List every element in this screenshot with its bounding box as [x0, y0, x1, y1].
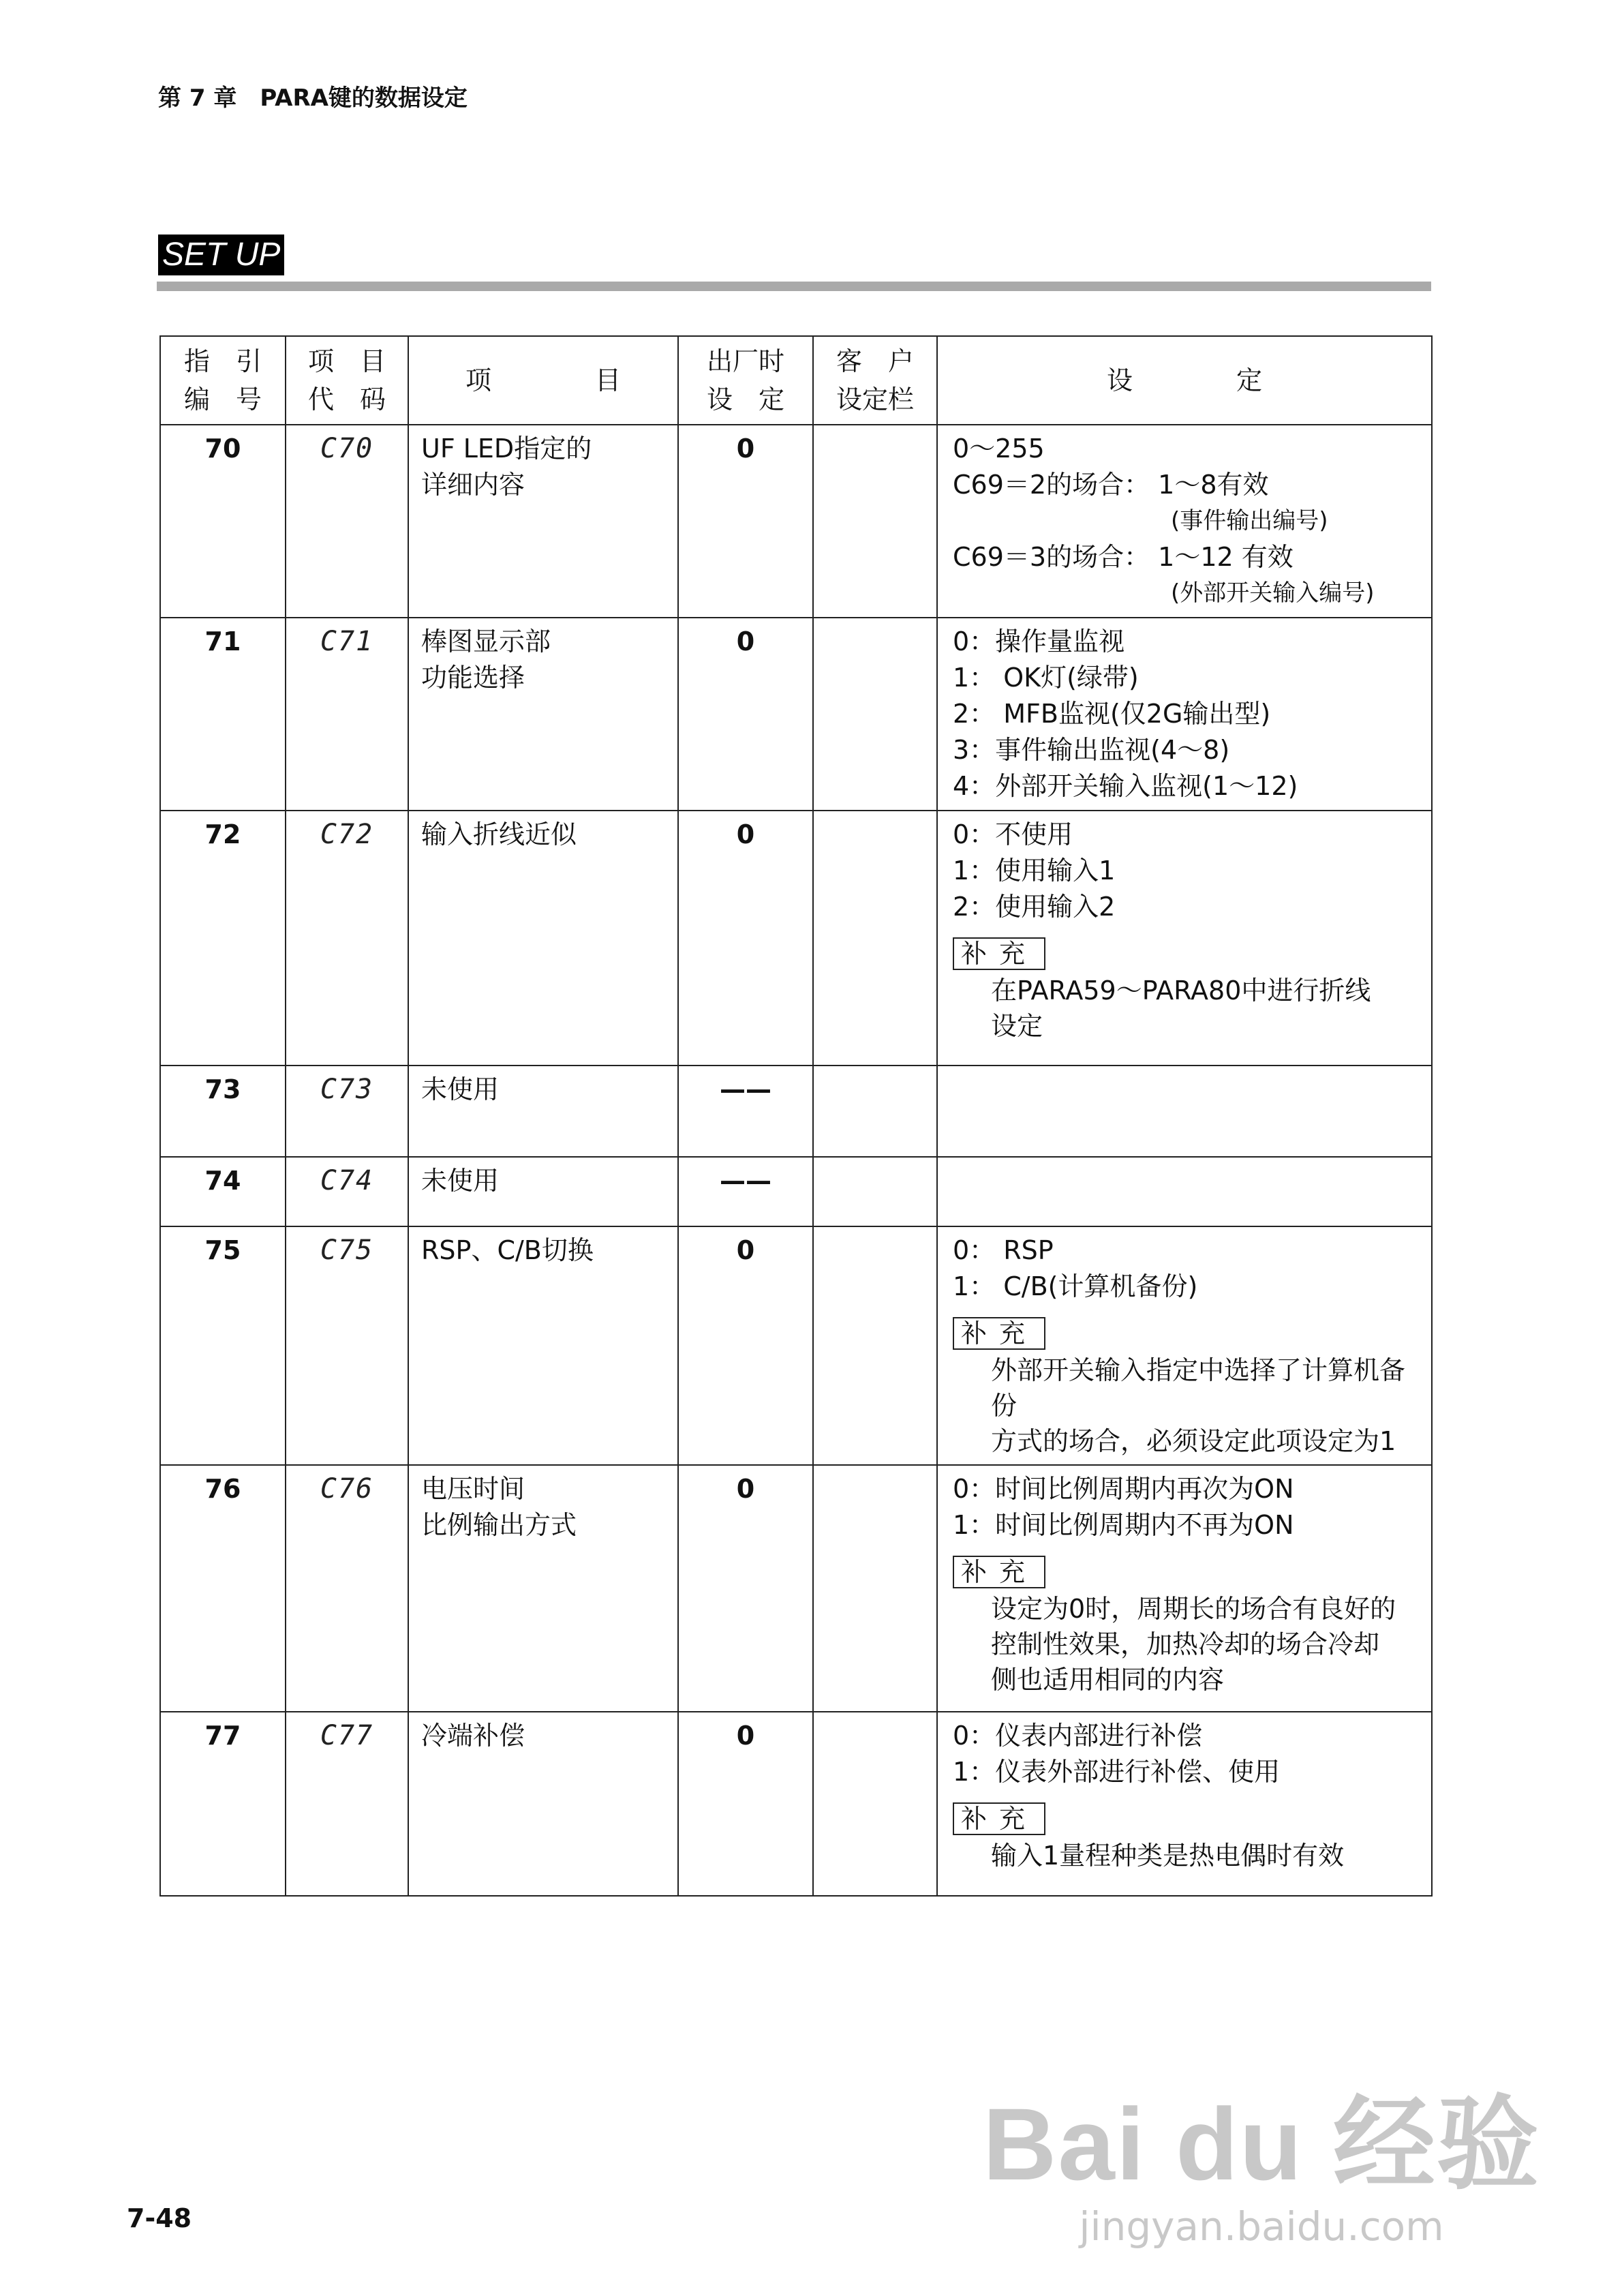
watermark-url: jingyan.baidu.com: [1079, 2203, 1444, 2250]
row-setting: [937, 811, 1432, 1066]
header-factory-setting: 出厂时 设 定: [678, 336, 813, 425]
row-factory-setting: 0: [678, 425, 813, 618]
setting-line: 1： C/B(计算机备份): [953, 1271, 1198, 1301]
supplement-text: 设定为0时，周期长的场合有良好的: [991, 1594, 1396, 1624]
setting-line: 0：操作量监视: [953, 626, 1125, 656]
setting-line: 0： RSP: [953, 1235, 1054, 1265]
page-number: 7-48: [127, 2203, 192, 2233]
row-setting: [937, 1712, 1432, 1896]
row-factory-setting: 0: [678, 1712, 813, 1896]
supplement-text: 在PARA59～PARA80中进行折线: [991, 976, 1371, 1006]
setting-line: 1：使用输入1: [953, 856, 1116, 886]
row-customer-setting: [813, 1712, 937, 1896]
row-item-code: C70: [286, 425, 408, 618]
setting-line: C69＝3的场合： 1～12 有效: [953, 542, 1294, 572]
row-factory-setting: ——: [678, 1066, 813, 1157]
row-customer-setting: [813, 1066, 937, 1157]
setting-line: 0：仪表内部进行补偿: [953, 1721, 1203, 1751]
item-name-line: 功能选择: [421, 663, 525, 693]
row-item-code: C77: [286, 1712, 408, 1896]
row-item-name: [408, 425, 678, 618]
setting-line: 1：时间比例周期内不再为ON: [953, 1510, 1294, 1540]
row-customer-setting: [813, 811, 937, 1066]
row-index-no: 77: [160, 1712, 286, 1896]
supplement-text: 外部开关输入指定中选择了计算机备份: [991, 1355, 1406, 1421]
table-header-row: [160, 336, 1432, 425]
table-body: [160, 425, 1432, 1896]
row-setting: [937, 1465, 1432, 1712]
row-index-no: 76: [160, 1465, 286, 1712]
row-index-no: 72: [160, 811, 286, 1066]
row-index-no: 70: [160, 425, 286, 618]
item-name-line: 电压时间: [421, 1474, 525, 1504]
row-item-code: C75: [286, 1226, 408, 1465]
table-row: [160, 1066, 1432, 1157]
table-row: [160, 1465, 1432, 1712]
row-item-name: [408, 1465, 678, 1712]
item-name-line: 未使用: [421, 1074, 500, 1104]
row-item-name: [408, 1157, 678, 1226]
setting-line: 0～255: [953, 434, 1045, 464]
supplement-label: 补充: [953, 937, 1045, 970]
supplement-label: 补充: [953, 1556, 1045, 1588]
item-name-line: 比例输出方式: [421, 1510, 577, 1540]
row-item-name: [408, 811, 678, 1066]
row-item-code: C71: [286, 618, 408, 811]
row-setting: [937, 425, 1432, 618]
setting-line: 0：不使用: [953, 819, 1073, 849]
row-index-no: 71: [160, 618, 286, 811]
table-row: [160, 811, 1432, 1066]
setting-line: 2： MFB监视(仅2G输出型): [953, 699, 1271, 729]
chapter-header: 第 7 章 PARA键的数据设定: [158, 85, 468, 112]
item-name-line: 输入折线近似: [421, 819, 577, 849]
row-setting: [937, 1157, 1432, 1226]
setting-line: C69＝2的场合： 1～8有效: [953, 470, 1269, 500]
header-index-no: 指 引 编 号: [160, 336, 286, 425]
row-factory-setting: 0: [678, 618, 813, 811]
table-row: [160, 1226, 1432, 1465]
row-customer-setting: [813, 1226, 937, 1465]
setting-line: 0：时间比例周期内再次为ON: [953, 1474, 1294, 1504]
watermark-logo: Bai du 经验: [982, 2087, 1540, 2201]
header-item: 项 目: [408, 336, 678, 425]
supplement-text: 控制性效果，加热冷却的场合冷却: [991, 1629, 1380, 1659]
row-customer-setting: [813, 1465, 937, 1712]
row-index-no: 73: [160, 1066, 286, 1157]
table-row: [160, 618, 1432, 811]
setting-line: 2：使用输入2: [953, 892, 1116, 922]
setting-line: (事件输出编号): [1171, 507, 1328, 534]
supplement-text: 输入1量程种类是热电偶时有效: [991, 1841, 1345, 1871]
row-item-code: C73: [286, 1066, 408, 1157]
table-row: [160, 425, 1432, 618]
setting-line: 4：外部开关输入监视(1～12): [953, 771, 1298, 801]
row-factory-setting: 0: [678, 811, 813, 1066]
row-index-no: 74: [160, 1157, 286, 1226]
row-setting: [937, 618, 1432, 811]
row-item-code: C76: [286, 1465, 408, 1712]
setting-line: 1： OK灯(绿带): [953, 663, 1139, 693]
supplement-text: 侧也适用相同的内容: [991, 1665, 1225, 1695]
row-setting: [937, 1066, 1432, 1157]
table-row: [160, 1157, 1432, 1226]
row-item-code: C74: [286, 1157, 408, 1226]
row-customer-setting: [813, 425, 937, 618]
row-item-name: [408, 1066, 678, 1157]
row-item-name: [408, 1226, 678, 1465]
header-item-code: 项 目 代 码: [286, 336, 408, 425]
supplement-text: 设定: [991, 1011, 1043, 1041]
section-divider: [157, 282, 1431, 291]
supplement-text: 方式的场合，必须设定此项设定为1: [991, 1426, 1396, 1456]
supplement-label: 补充: [953, 1317, 1045, 1350]
row-item-name: [408, 618, 678, 811]
row-setting: [937, 1226, 1432, 1465]
row-item-name: [408, 1712, 678, 1896]
supplement-label: 补充: [953, 1802, 1045, 1835]
item-name-line: 冷端补偿: [421, 1721, 525, 1751]
table-row: [160, 1712, 1432, 1896]
section-title: SET UP: [158, 235, 284, 275]
row-factory-setting: 0: [678, 1226, 813, 1465]
item-name-line: 详细内容: [421, 470, 525, 500]
item-name-line: 棒图显示部: [421, 626, 551, 656]
row-item-code: C72: [286, 811, 408, 1066]
header-customer-setting: 客 户 设定栏: [813, 336, 937, 425]
setting-line: (外部开关输入编号): [1171, 579, 1375, 607]
row-factory-setting: 0: [678, 1465, 813, 1712]
setting-line: 1：仪表外部进行补偿、使用: [953, 1757, 1281, 1787]
settings-table: [159, 335, 1433, 1897]
item-name-line: RSP、C/B切换: [421, 1235, 594, 1265]
item-name-line: 未使用: [421, 1166, 500, 1196]
row-customer-setting: [813, 618, 937, 811]
item-name-line: UF LED指定的: [421, 434, 592, 464]
row-customer-setting: [813, 1157, 937, 1226]
watermark: [983, 2061, 1540, 2250]
row-factory-setting: ——: [678, 1157, 813, 1226]
header-setting: 设 定: [937, 336, 1432, 425]
row-index-no: 75: [160, 1226, 286, 1465]
setting-line: 3：事件输出监视(4～8): [953, 735, 1230, 765]
